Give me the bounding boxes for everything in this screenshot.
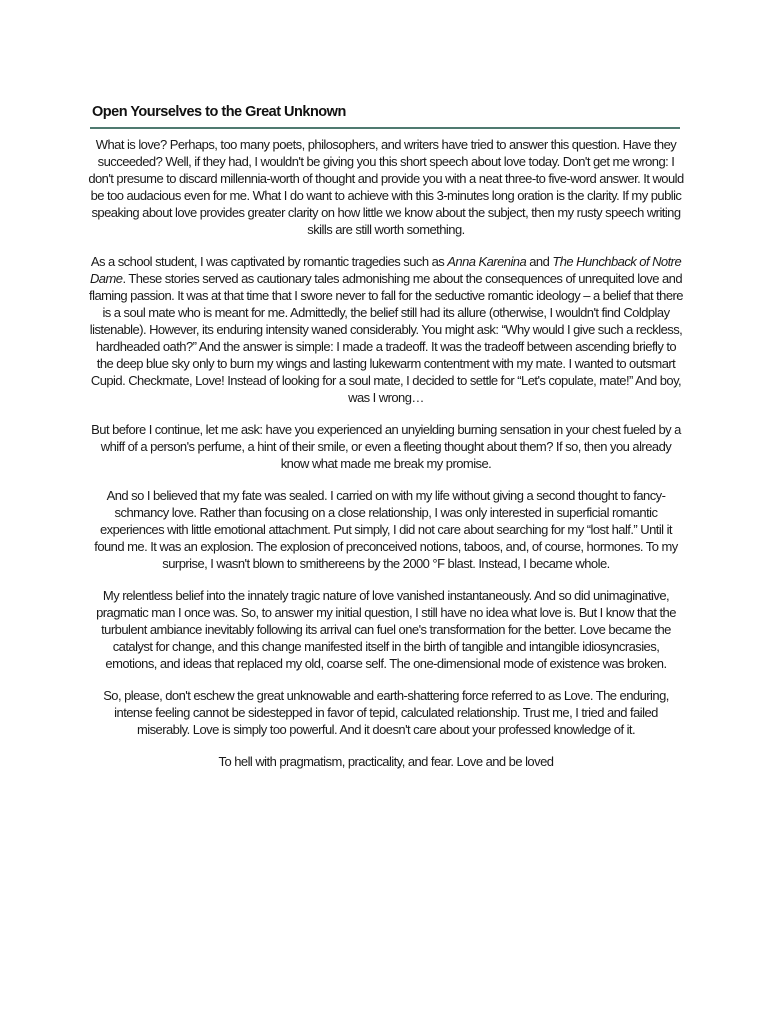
paragraph [88, 687, 684, 738]
paragraph-text: My relentless belief into the innately tragic nature of love vanished instantaneously. And so did unimaginative, pragmatic man I once was. So, to answer my initial question, I still have no idea what love is. But I know that the turbulent ambiance inevitably following its arrival can fuel one's transformation for the better. Love became the catalyst for change, and this change manifested itself in the birth of tangible and intangible idiosyncrasies, emotions, and ideas that replaced my old, coarse self. The one-dimensional mode of existence was broken. [96, 588, 676, 671]
paragraph-text: And so I believed that my fate was sealed. I carried on with my life without giving a second thought to fancy-schmancy love. Rather than focusing on a close relationship, I was only interested in superficial romantic experiences with little emotional attachment. Put simply, I did not care about searching for my “lost half.” Until it found me. It was an explosion. The explosion of preconceived notions, taboos, and, of course, hormones. To my surprise, I wasn't blown to smithereens by the 2000 °F blast. Instead, I became whole. [94, 488, 678, 571]
title-underline [90, 127, 680, 129]
paragraph [88, 487, 684, 572]
italic-title-ref: Anna Karenina [447, 254, 527, 269]
paragraph-text: and [526, 254, 553, 269]
paragraph-text: As a school student, I was captivated by romantic tragedies such as [90, 254, 448, 269]
document-title: Open Yourselves to the Great Unknown [92, 104, 346, 120]
paragraph-text: So, please, don't eschew the great unknowable and earth-shattering force referred to as Love. The enduring, intense feeling cannot be sidestepped in favor of tepid, calculated relationship. Trust me, I tried and failed miserably. Love is simply too powerful. And it doesn't care about your professed knowledge of it. [103, 688, 669, 737]
paragraph-text: What is love? Perhaps, too many poets, philosophers, and writers have tried to answer this question. Have they succeeded? Well, if they had, I wouldn't be giving you this short speech about love today. Don't get me wrong: I don't presume to discard millennia-worth of thought and provide you with a neat three-to five-word answer. It would be too audacious even for me. What I do want to achieve with this 3-minutes long oration is the clarity. If my public speaking about love provides greater clarity on how little we know about the subject, then my rusty speech writing skills are still worth something. [88, 137, 684, 237]
paragraph [88, 253, 684, 406]
paragraph [88, 136, 684, 238]
paragraph [88, 753, 684, 770]
paragraph-text: To hell with pragmatism, practicality, and fear. Love and be loved [218, 754, 554, 769]
document-body [88, 136, 684, 770]
paragraph-text: But before I continue, let me ask: have you experienced an unyielding burning sensation in your chest fueled by a whiff of a person's perfume, a hint of their smile, or even a fleeting thought about them? If so, then you already know what made me break my promise. [91, 422, 681, 471]
paragraph-text: . These stories served as cautionary tales admonishing me about the consequences of unrequited love and flaming passion. It was at that time that I swore never to fall for the seductive romantic ideology – a belief that there is a soul mate who is meant for me. Admittedly, the belief still had its allure (otherwise, I wouldn't find Coldplay listenable). However, its enduring intensity waned considerably. You might ask: “Why would I give such a reckless, hardheaded oath?” And the answer is simple: I made a tradeoff. It was the tradeoff between ascending briefly to the deep blue sky only to burn my wings and lasting lukewarm contentment with my mate. I wanted to outsmart Cupid. Checkmate, Love! Instead of looking for a soul mate, I decided to settle for “Let's copulate, mate!” And boy, was I wrong… [89, 271, 683, 405]
italic-title-ref: The Hunchback of Notre Dame [89, 254, 682, 286]
paragraph [88, 587, 684, 672]
paragraph [88, 421, 684, 472]
